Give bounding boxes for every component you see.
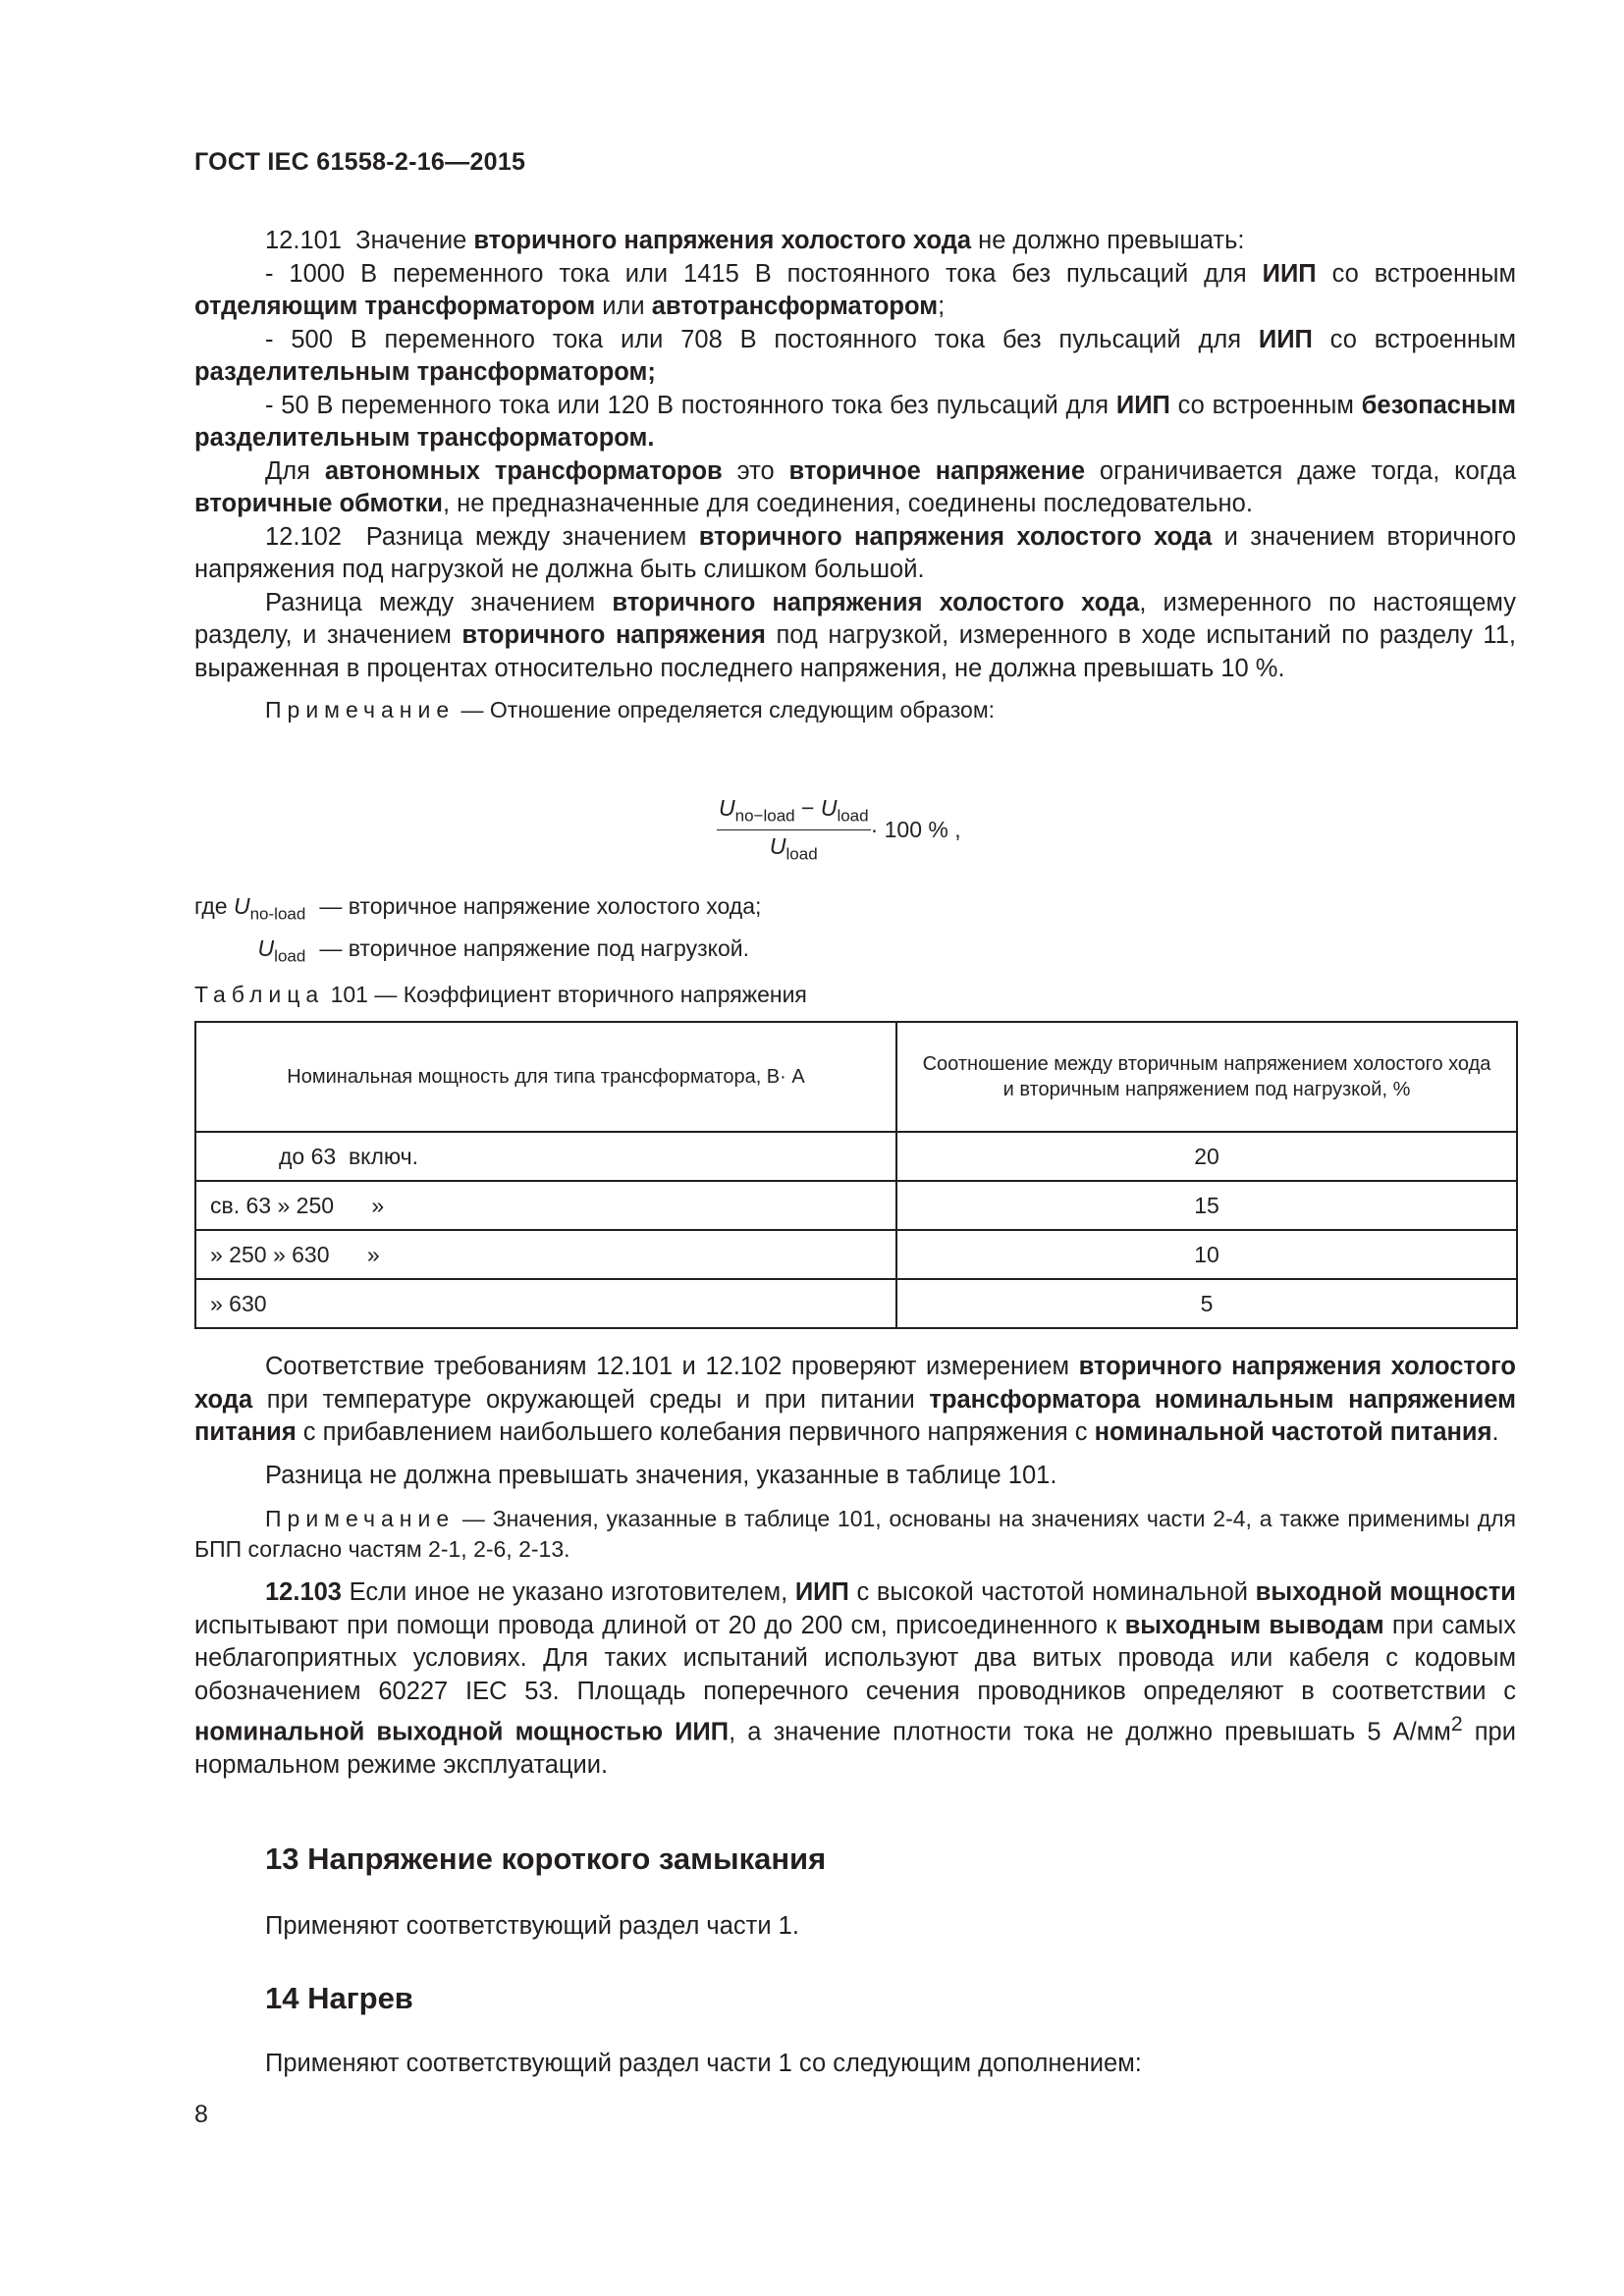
formula-fraction: $\frac{U_{no-load} - U_{load}}{U_{load}}$ — [719, 795, 869, 864]
page-number: 8 — [194, 2101, 208, 2128]
table-row: » 630 5 — [195, 1279, 1517, 1328]
column-header-power: Номинальная мощность для типа трансформатора, В· А — [195, 1022, 896, 1132]
section-14-title: 14 Нагрев — [265, 1981, 413, 2015]
note-table: Примечание — Значения, указанные в таблице 101, основаны на значениях части 2-4, а также применимы для БПП согласно частям 2-1, 2-6, 2-13. — [194, 1506, 1516, 1562]
formula-legend: где $U_{no-load}$ — вторичное напряжение холостого хода; $U_{load}$ — вторичное напряжение под нагрузкой. — [194, 893, 762, 966]
section-13-text: Применяют соответствующий раздел части 1. — [265, 1912, 799, 1940]
paragraph-difference: Разница между значением вторичного напряжения холостого хода, измеренного по настоящему разделу, и значением вторичного напряжения под нагрузкой, измеренного в ходе испытаний по разделу 11, выраженная в процентах относительно последнего напряжения, не должна превышать 10 %. — [194, 588, 1516, 682]
table-row: » 250 » 630 » 10 — [195, 1230, 1517, 1279]
compliance-text-block — [194, 1351, 1516, 1783]
formula-multiplier: · 100 % , — [870, 816, 961, 842]
ratio-table — [194, 1021, 1518, 1329]
table-caption: Таблица 101 — Коэффициент вторичного напряжения — [194, 982, 807, 1007]
list-item-500v: - 500 В переменного тока или 708 В постоянного тока без пульсаций для ИИП со встроенным разделительным трансформатором; — [194, 325, 1516, 386]
paragraph-autonomous: Для автономных трансформаторов это вторичное напряжение ограничивается даже тогда, когда вторичные обмотки, не предназначенные для соединения, соединены последовательно. — [194, 456, 1516, 517]
paragraph-12-102: 12.102 Разница между значением вторичного напряжения холостого хода и значением вторичного напряжения под нагрузкой не должна быть слишком большой. — [194, 522, 1516, 583]
paragraph-compliance: Соответствие требованиям 12.101 и 12.102 проверяют измерением вторичного напряжения холостого хода при температуре окружающей среды и при питании трансформатора номинальным напряжением питания с прибавлением наибольшего колебания первичного напряжения с номинальной частотой питания. — [194, 1353, 1516, 1446]
paragraph-limit: Разница не должна превышать значения, указанные в таблице 101. — [265, 1461, 1057, 1489]
section-13-title: 13 Напряжение короткого замыкания — [265, 1842, 827, 1876]
ratio-formula — [717, 795, 961, 864]
table-header-row — [195, 1022, 1517, 1132]
note-formula: Примечание — Отношение определяется следующим образом: — [265, 697, 996, 722]
main-text-block — [194, 225, 1516, 725]
list-item-1000v: - 1000 В переменного тока или 1415 В постоянного тока без пульсаций для ИИП со встроенным отделяющим трансформатором или автотрансформатором; — [194, 259, 1516, 320]
table-row: до 63 включ. 20 — [195, 1132, 1517, 1181]
paragraph-12-101: 12.101 Значение вторичного напряжения холостого хода не должно превышать: — [265, 227, 1245, 254]
table-row: св. 63 » 250 » 15 — [195, 1181, 1517, 1230]
section-14-text: Применяют соответствующий раздел части 1 со следующим дополнением: — [265, 2050, 1142, 2077]
document-header: ГОСТ IEC 61558-2-16—2015 — [194, 148, 526, 176]
column-header-ratio: Соотношение между вторичным напряжением холостого хода и вторичным напряжением под нагрузкой, % — [896, 1022, 1517, 1132]
paragraph-12-103: 12.103 Если иное не указано изготовителем, ИИП с высокой частотой номинальной выходной мощности испытывают при помощи провода длиной от 20 до 200 см, присоединенного к выходным выводам при самых неблагоприятных условиях. Для таких испытаний используют два витых провода или кабеля с кодовым обозначением 60227 IEC 53. Площадь поперечного сечения проводников определяют в соответствии с номинальной выходной мощностью ИИП, а значение плотности тока не должно превышать 5 $А/мм^2$ при нормальном режиме эксплуатации. — [194, 1578, 1516, 1779]
list-item-50v: - 50 В переменного тока или 120 В постоянного тока без пульсаций для ИИП со встроенным безопасным разделительным трансформатором. — [194, 391, 1517, 452]
